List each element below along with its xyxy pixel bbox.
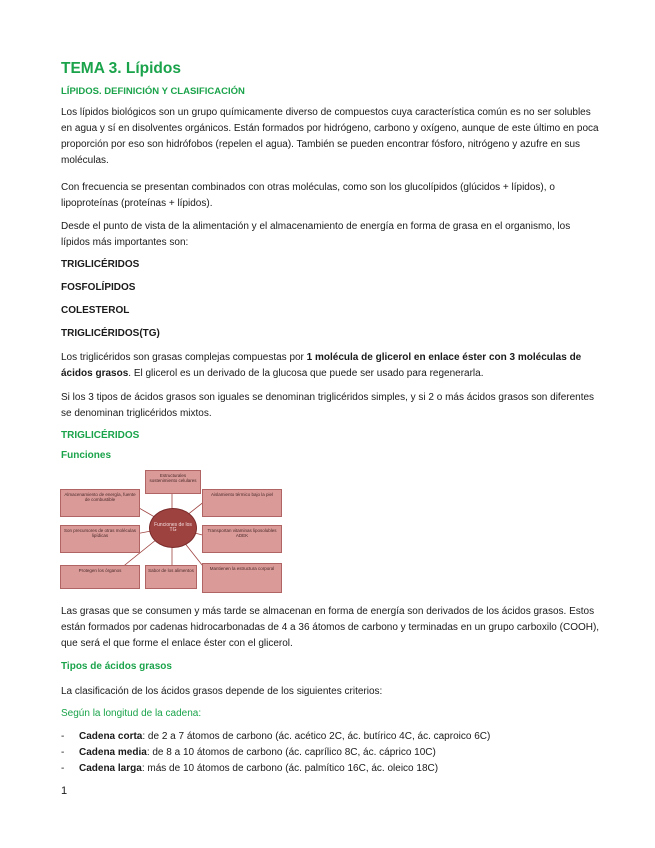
list-item bbox=[61, 763, 438, 774]
section-heading: LÍPIDOS. DEFINICIÓN Y CLASIFICACIÓN bbox=[61, 86, 245, 97]
funciones-heading: Funciones bbox=[61, 450, 112, 461]
list-item bbox=[61, 747, 436, 758]
function-box-protect: Protegen los órganos bbox=[60, 565, 140, 589]
tg-heading: TRIGLICÉRIDOS(TG) bbox=[61, 328, 160, 339]
paragraph-definition: Los lípidos biológicos son un grupo químicamente diverso de compuestos cuya característica común es no ser solubles en agua y sí en disolventes orgánicos. Están formados por hidrógeno, carbono y oxígeno, aunque de este último en poca proporción por eso son hidrófobos (repelen el agua). También se pueden encontrar fósforo, nitrógeno y azufre en sus moléculas. bbox=[61, 107, 599, 166]
paragraph-criteria: La clasificación de los ácidos grasos depende de los siguientes criterios: bbox=[61, 686, 383, 697]
chain-desc: : de 2 a 7 átomos de carbono (ác. acético 2C, ác. butírico 4C, ác. caproico 6C) bbox=[142, 731, 491, 742]
chain-name: Cadena corta bbox=[79, 731, 143, 742]
page-number: 1 bbox=[61, 785, 68, 797]
tipos-heading: Tipos de ácidos grasos bbox=[61, 661, 172, 672]
function-box-energy: Almacenamiento de energía, fuente de combustible bbox=[60, 489, 140, 517]
chain-name: Cadena larga bbox=[79, 763, 142, 774]
function-box-structural: Estructurales sostenimiento celulares bbox=[145, 470, 201, 494]
list-bullet: - bbox=[61, 747, 65, 758]
list-bullet: - bbox=[61, 763, 65, 774]
paragraph-tg-definition bbox=[61, 350, 601, 382]
functions-diagram bbox=[60, 467, 282, 597]
paragraph-tg-types: Si los 3 tipos de ácidos grasos son iguales se denominan triglicéridos simples, y si 2 o más ácidos grasos son diferentes se denominan triglicéridos mixtos. bbox=[61, 392, 595, 419]
paragraph-combined: Con frecuencia se presentan combinados con otras moléculas, como son los glucolípidos (glúcidos + lípidos), o lipoproteínas (proteínas + lípidos). bbox=[61, 182, 555, 209]
paragraph-important: Desde el punto de vista de la alimentación y el almacenamiento de energía en forma de grasa en el organismo, los lípidos más importantes son: bbox=[61, 221, 571, 248]
tg-def-bold: 1 molécula de glicerol en enlace éster con 3 moléculas de ácidos grasos bbox=[61, 352, 582, 379]
green-heading-trigliceridos: TRIGLICÉRIDOS bbox=[61, 430, 140, 441]
chain-desc: : de 8 a 10 átomos de carbono (ác. caprílico 8C, ác. cáprico 10C) bbox=[146, 747, 436, 758]
type-fosfolipidos: FOSFOLÍPIDOS bbox=[61, 282, 136, 293]
list-item bbox=[61, 731, 490, 742]
list-bullet: - bbox=[61, 731, 65, 742]
type-colesterol: COLESTEROL bbox=[61, 305, 130, 316]
paragraph-fatty-acids: Las grasas que se consumen y más tarde se almacenan en forma de energía son derivados de los ácidos grasos. Estos están formados por cadenas hidrocarbonadas de 4 a 36 átomos de carbono y terminadas en un grupo carboxilo (COOH), que será el que forme el enlace éster con el glicerol. bbox=[61, 606, 600, 649]
tg-def-post: . El glicerol es un derivado de la glucosa que puede ser usado para regenerarla. bbox=[128, 368, 484, 379]
chain-desc: : más de 10 átomos de carbono (ác. palmítico 16C, ác. oleico 18C) bbox=[141, 763, 439, 774]
function-box-vitamins: Transportan vitaminas liposolubles ADEK bbox=[202, 525, 282, 553]
function-box-precursors: Son precursores de otras moléculas lipídicas bbox=[60, 525, 140, 553]
longitud-heading: Según la longitud de la cadena: bbox=[61, 708, 202, 719]
page-title: TEMA 3. Lípidos bbox=[61, 60, 181, 77]
function-box-thermal: Aislamiento térmico bajo la piel bbox=[202, 489, 282, 517]
chain-name: Cadena media bbox=[79, 747, 147, 758]
function-box-body-structure: Mantienen la estructura corporal bbox=[202, 563, 282, 593]
tg-def-pre: Los triglicéridos son grasas complejas compuestas por bbox=[61, 352, 307, 363]
function-box-flavor: Sabor de los alimentos bbox=[145, 565, 197, 589]
diagram-center-node: Funciones de los TG bbox=[149, 508, 197, 548]
type-trigliceridos: TRIGLICÉRIDOS bbox=[61, 259, 140, 270]
